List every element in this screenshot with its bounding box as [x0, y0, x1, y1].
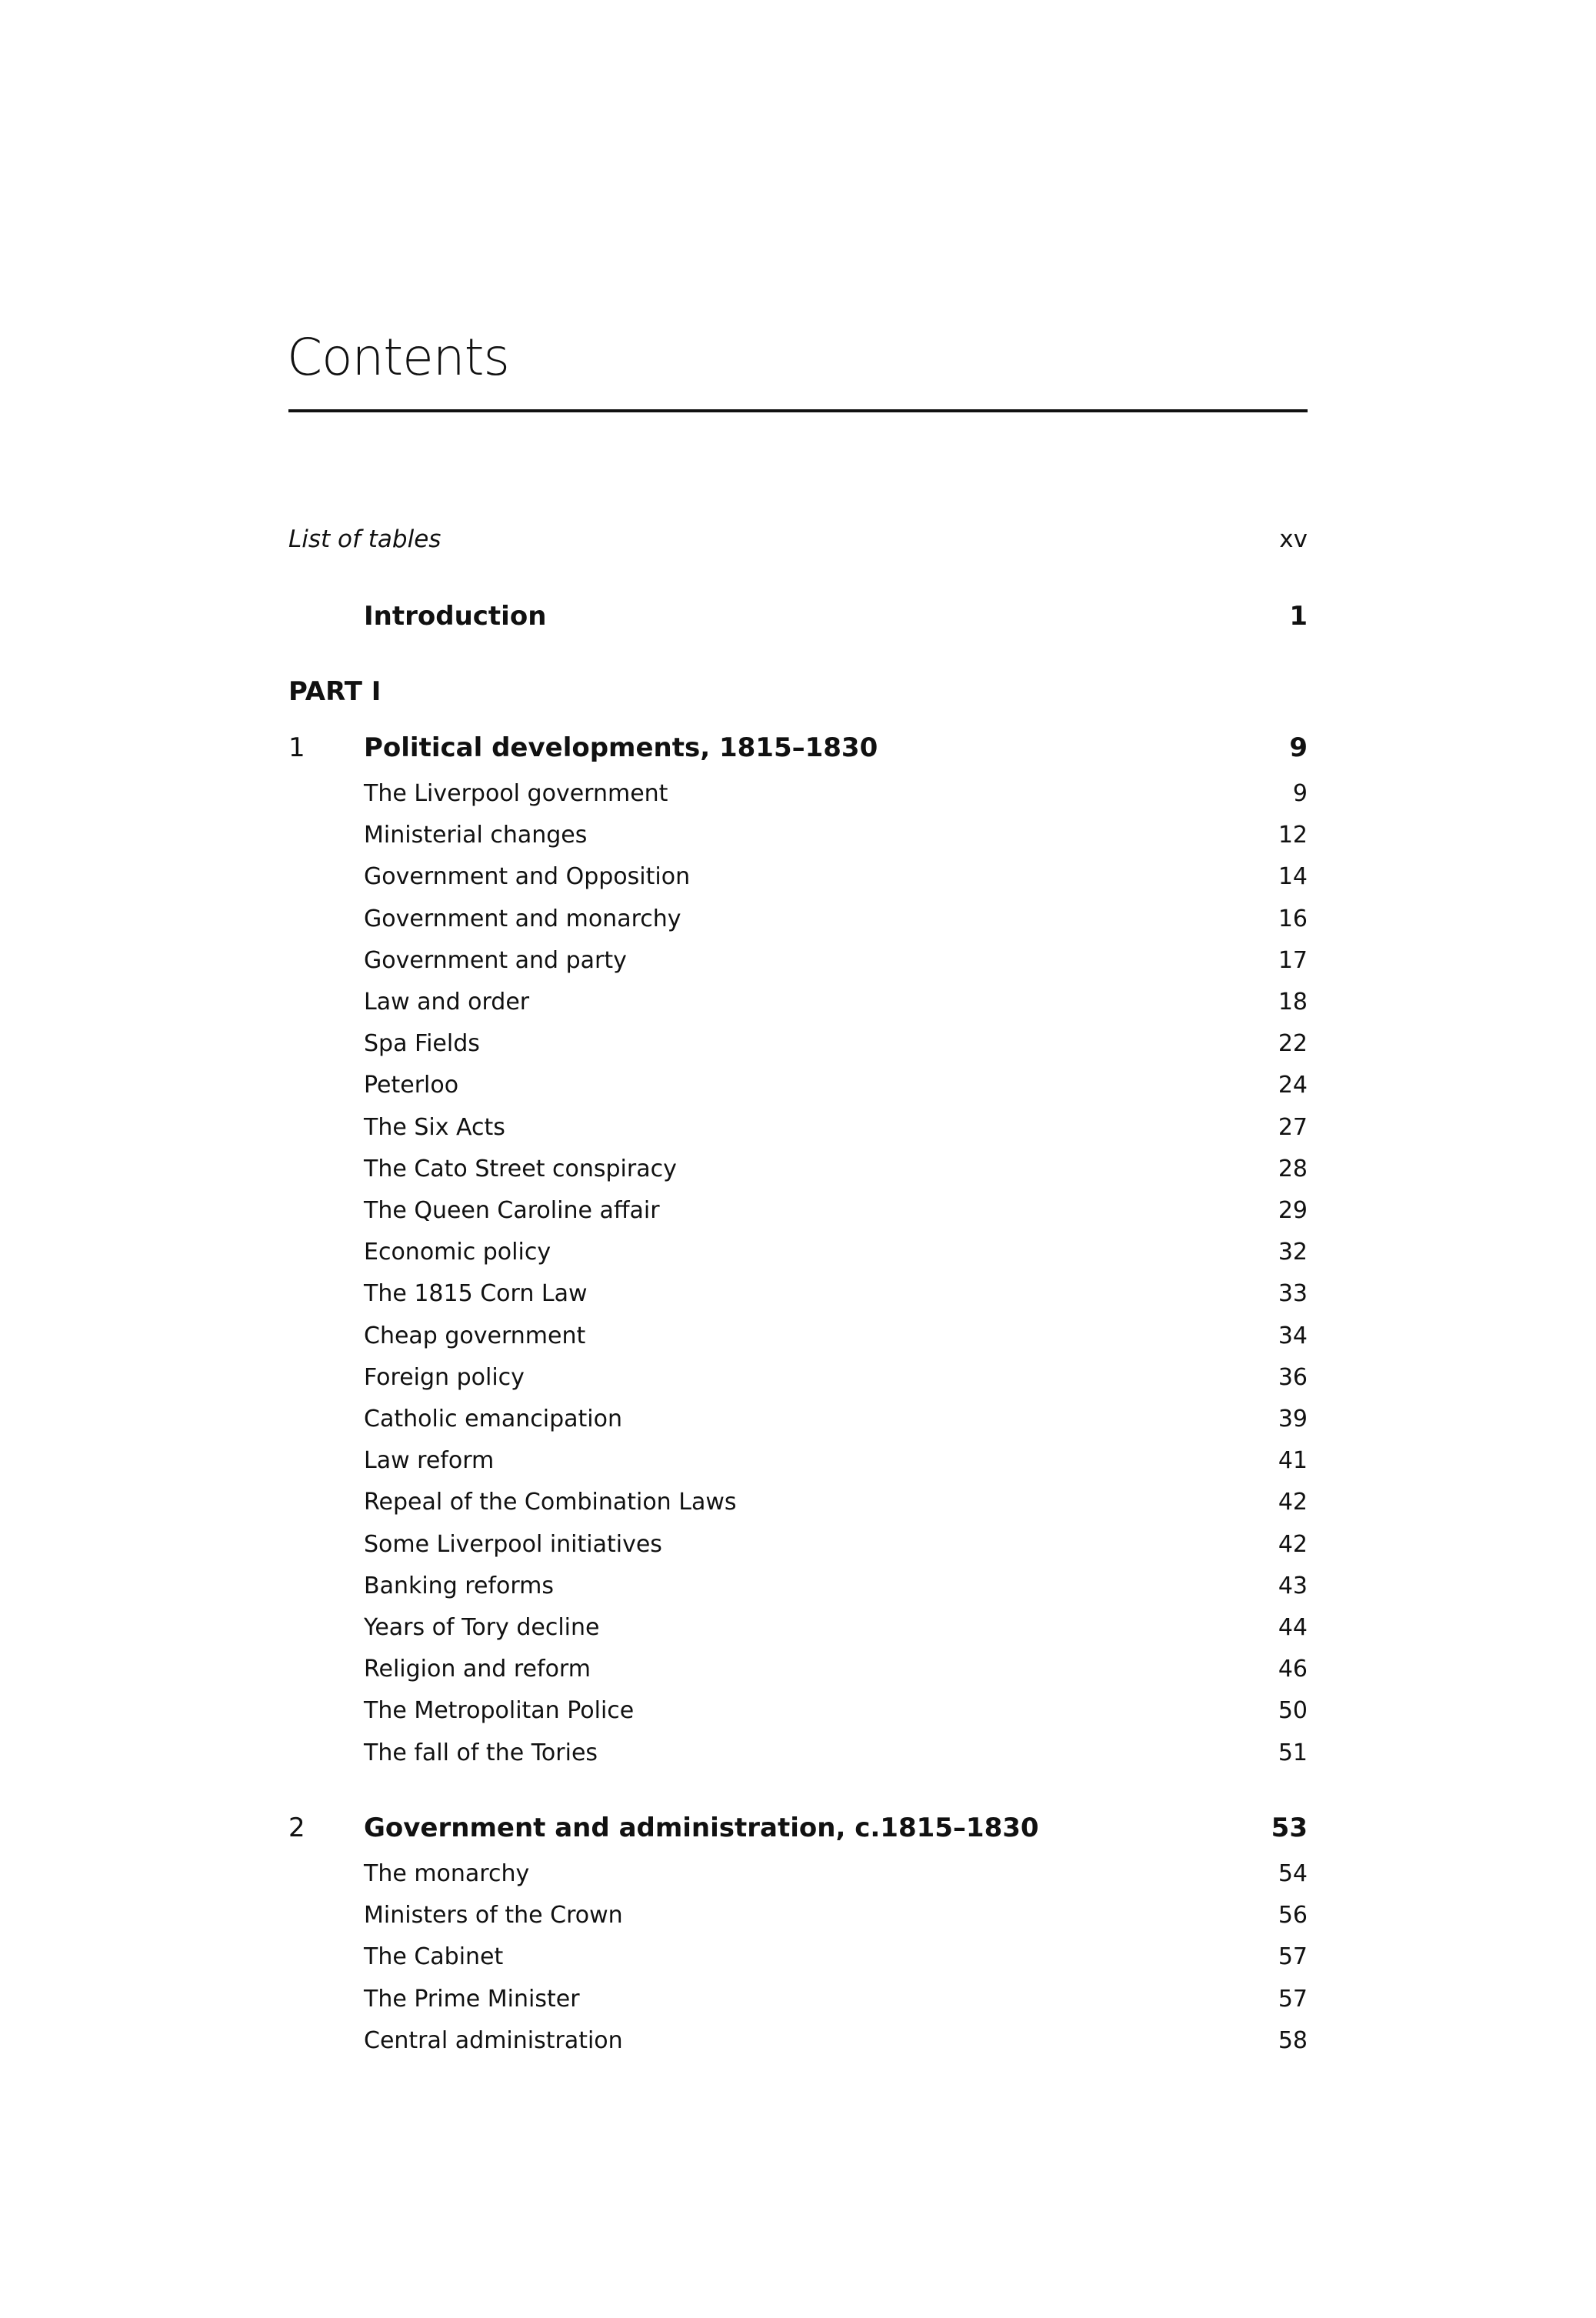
- section-label: The fall of the Tories: [364, 1739, 598, 1766]
- section-entry[interactable]: [288, 773, 1308, 815]
- chapter-heading[interactable]: [288, 727, 1308, 769]
- page-number: 27: [1278, 1114, 1308, 1141]
- section-label: The monarchy: [364, 1860, 530, 1887]
- section-entry[interactable]: [288, 982, 1308, 1023]
- page-number: 58: [1278, 2027, 1308, 2054]
- page-number: 17: [1278, 947, 1308, 974]
- section-label: Religion and reform: [364, 1656, 591, 1683]
- section-label: Government and monarchy: [364, 906, 681, 932]
- section-label: Peterloo: [364, 1072, 459, 1099]
- page-number: 18: [1278, 989, 1308, 1016]
- section-entry[interactable]: [288, 1440, 1308, 1482]
- section-entry[interactable]: [288, 1979, 1308, 2020]
- entry-label: List of tables: [288, 525, 441, 553]
- section-label: The Queen Caroline affair: [364, 1197, 660, 1224]
- page-number: 43: [1278, 1573, 1308, 1599]
- section-entry[interactable]: [288, 1607, 1308, 1649]
- section-entry[interactable]: [288, 1690, 1308, 1732]
- page-number: 34: [1278, 1322, 1308, 1349]
- page-number: 22: [1278, 1030, 1308, 1057]
- page-number: 36: [1278, 1364, 1308, 1391]
- section-entry[interactable]: [288, 1895, 1308, 1936]
- page-number: 53: [1271, 1813, 1308, 1843]
- page-number: 33: [1278, 1280, 1308, 1307]
- page-number: 9: [1292, 780, 1308, 807]
- section-entry[interactable]: [288, 1733, 1308, 1774]
- section-label: Cheap government: [364, 1322, 586, 1349]
- section-label: Government and party: [364, 947, 627, 974]
- section-entry[interactable]: [288, 1524, 1308, 1566]
- page-number: 50: [1278, 1697, 1308, 1724]
- page-number: 24: [1278, 1072, 1308, 1099]
- section-entry[interactable]: [288, 1566, 1308, 1607]
- section-entry[interactable]: [288, 1023, 1308, 1065]
- section-entry[interactable]: [288, 815, 1308, 856]
- section-label: Law reform: [364, 1447, 495, 1474]
- section-entry[interactable]: [288, 1190, 1308, 1232]
- section-entry[interactable]: [288, 1936, 1308, 1978]
- section-entry[interactable]: [288, 1273, 1308, 1315]
- page-number: 44: [1278, 1614, 1308, 1641]
- section-label: Spa Fields: [364, 1030, 480, 1057]
- chapter-title: Government and administration, c.1815–1830: [364, 1813, 1039, 1843]
- page-number: 51: [1278, 1739, 1308, 1766]
- page-number: 42: [1278, 1531, 1308, 1558]
- section-label: Some Liverpool initiatives: [364, 1531, 662, 1558]
- page-number: 42: [1278, 1489, 1308, 1516]
- page-number: 39: [1278, 1406, 1308, 1432]
- page-number: 57: [1278, 1943, 1308, 1970]
- section-label: The Cabinet: [364, 1943, 504, 1970]
- page-number: 32: [1278, 1239, 1308, 1266]
- section-entry[interactable]: [288, 1649, 1308, 1690]
- page-number: 16: [1278, 906, 1308, 932]
- section-label: Ministers of the Crown: [364, 1902, 623, 1929]
- chapter-number: 1: [288, 732, 305, 763]
- entry-label: Introduction: [364, 601, 547, 632]
- section-entry[interactable]: [288, 856, 1308, 898]
- section-entry[interactable]: [288, 899, 1308, 940]
- section-label: Economic policy: [364, 1239, 551, 1266]
- section-label: Government and Opposition: [364, 863, 691, 890]
- section-label: The Cato Street conspiracy: [364, 1156, 677, 1182]
- section-label: Law and order: [364, 989, 530, 1016]
- section-label: Foreign policy: [364, 1364, 525, 1391]
- section-entry[interactable]: [288, 2020, 1308, 2062]
- section-label: Ministerial changes: [364, 822, 588, 849]
- section-label: The Liverpool government: [364, 780, 668, 807]
- page-number: 54: [1278, 1860, 1308, 1887]
- page-number: xv: [1279, 525, 1308, 553]
- section-label: The 1815 Corn Law: [364, 1280, 588, 1307]
- page-number: 1: [1289, 601, 1308, 632]
- page-number: 41: [1278, 1447, 1308, 1474]
- section-label: Banking reforms: [364, 1573, 554, 1599]
- section-label: Years of Tory decline: [364, 1614, 600, 1641]
- section-label: The Six Acts: [364, 1114, 505, 1141]
- section-label: Catholic emancipation: [364, 1406, 622, 1432]
- section-entry[interactable]: [288, 940, 1308, 982]
- section-entry[interactable]: [288, 1482, 1308, 1523]
- title-rule: [288, 409, 1308, 412]
- part-label: PART I: [288, 676, 382, 707]
- section-entry[interactable]: [288, 1065, 1308, 1106]
- section-label: The Metropolitan Police: [364, 1697, 635, 1724]
- page-number: 12: [1278, 822, 1308, 849]
- section-entry[interactable]: [288, 1399, 1308, 1440]
- toc-entry-list-of-tables[interactable]: [288, 519, 1308, 560]
- section-entry[interactable]: [288, 1853, 1308, 1895]
- toc-entry-introduction[interactable]: [288, 595, 1308, 637]
- section-entry[interactable]: [288, 1316, 1308, 1357]
- page-number: 57: [1278, 1986, 1308, 2013]
- section-entry[interactable]: [288, 1357, 1308, 1399]
- section-entry[interactable]: [288, 1232, 1308, 1273]
- page-number: 9: [1289, 732, 1308, 763]
- section-entry[interactable]: [288, 1149, 1308, 1190]
- page-number: 14: [1278, 863, 1308, 890]
- section-label: The Prime Minister: [364, 1986, 580, 2013]
- page-number: 56: [1278, 1902, 1308, 1929]
- page-number: 46: [1278, 1656, 1308, 1683]
- chapter-heading[interactable]: [288, 1807, 1308, 1849]
- chapter-number: 2: [288, 1813, 305, 1843]
- page-title: Contents: [287, 328, 509, 387]
- section-label: Central administration: [364, 2027, 623, 2054]
- section-label: Repeal of the Combination Laws: [364, 1489, 737, 1516]
- part-heading[interactable]: [288, 671, 1308, 712]
- section-entry[interactable]: [288, 1107, 1308, 1149]
- page-number: 28: [1278, 1156, 1308, 1182]
- chapter-title: Political developments, 1815–1830: [364, 732, 878, 763]
- page-number: 29: [1278, 1197, 1308, 1224]
